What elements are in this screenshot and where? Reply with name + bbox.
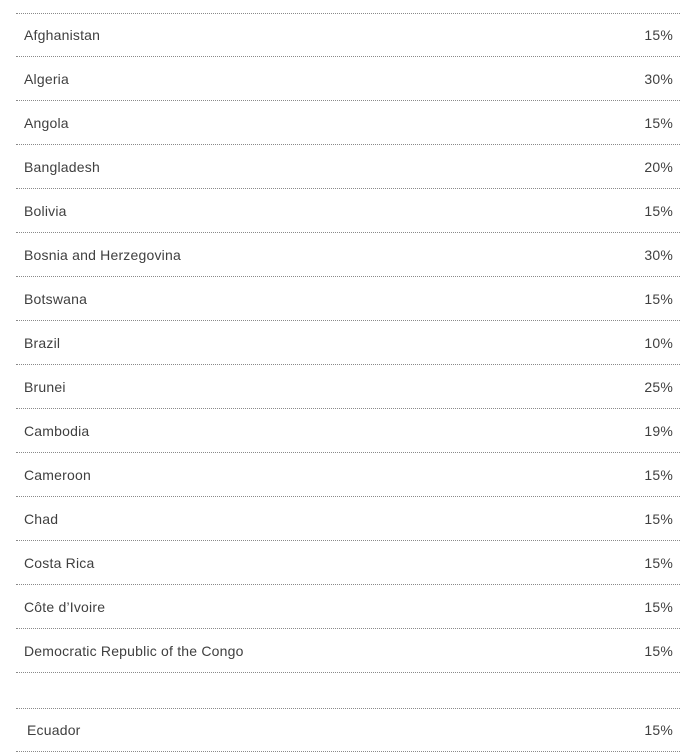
table-row <box>16 277 680 321</box>
country-name: Angola <box>24 114 69 131</box>
table-row <box>16 57 680 101</box>
country-name: Afghanistan <box>24 27 101 43</box>
country-name: Bolivia <box>24 202 67 219</box>
country-name: Costa Rica <box>24 554 95 571</box>
rate-value: 10% <box>644 334 673 351</box>
rate-value: 30% <box>644 70 673 87</box>
country-name: Chad <box>24 510 59 527</box>
country-name: Brunei <box>24 378 66 395</box>
rate-value: 20% <box>644 158 673 175</box>
country-name: Bosnia and Herzegovina <box>24 246 181 263</box>
table-row <box>16 585 680 629</box>
rate-value: 15% <box>644 290 673 307</box>
country-name: Ecuador <box>27 722 81 738</box>
country-name: Côte d’Ivoire <box>24 598 106 615</box>
table-row <box>16 321 680 365</box>
rate-value: 15% <box>644 27 673 43</box>
rate-value: 15% <box>644 722 673 738</box>
country-rate-table <box>16 13 680 752</box>
table-row <box>16 453 680 497</box>
rate-value: 15% <box>644 642 673 659</box>
country-name: Brazil <box>24 334 61 351</box>
table-row <box>16 497 680 541</box>
table-row <box>16 629 680 673</box>
rate-value: 25% <box>644 378 673 395</box>
rate-value: 15% <box>644 554 673 571</box>
country-name: Bangladesh <box>24 158 100 175</box>
rate-value: 15% <box>644 114 673 131</box>
country-name: Algeria <box>24 70 69 87</box>
table-row <box>16 365 680 409</box>
table-row <box>16 541 680 585</box>
table-row <box>16 189 680 233</box>
table-row <box>16 708 680 752</box>
rate-value: 15% <box>644 202 673 219</box>
rate-value: 15% <box>644 466 673 483</box>
country-name: Democratic Republic of the Congo <box>24 642 244 659</box>
rate-value: 15% <box>644 598 673 615</box>
table-row <box>16 13 680 57</box>
country-name: Cambodia <box>24 422 90 439</box>
rate-value: 15% <box>644 510 673 527</box>
table-row <box>16 145 680 189</box>
group-gap <box>16 673 680 708</box>
table-row <box>16 409 680 453</box>
country-name: Botswana <box>24 290 88 307</box>
table-row <box>16 233 680 277</box>
rate-value: 30% <box>644 246 673 263</box>
country-name: Cameroon <box>24 466 91 483</box>
table-row <box>16 101 680 145</box>
rate-value: 19% <box>644 422 673 439</box>
